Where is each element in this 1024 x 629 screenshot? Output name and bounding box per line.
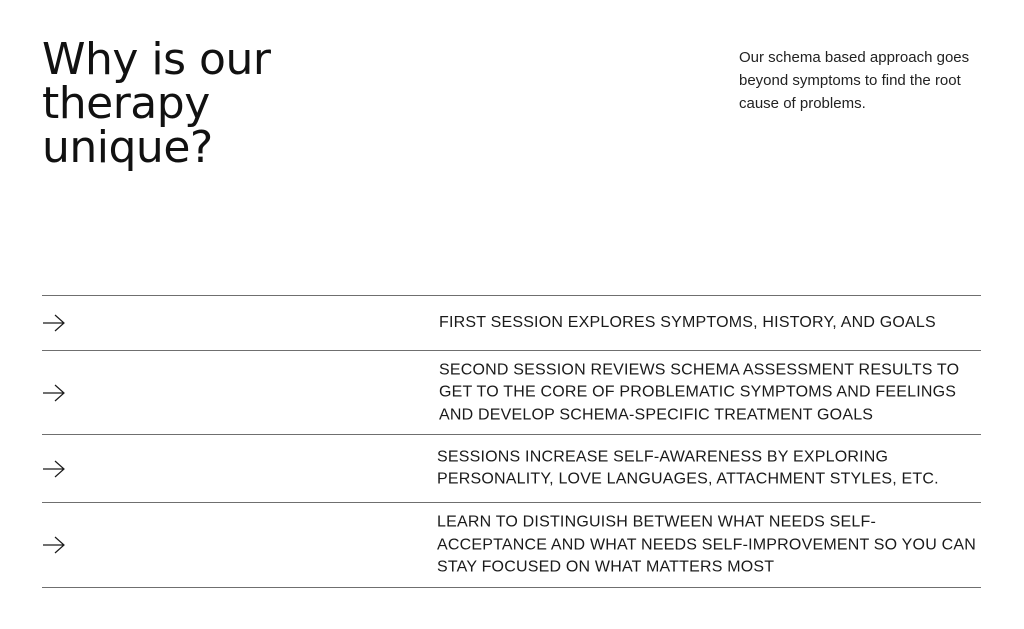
feature-text: SESSIONS INCREASE SELF-AWARENESS BY EXPLORING PERSONALITY, LOVE LANGUAGES, ATTACHMENT STYLES, ETC.: [437, 448, 939, 488]
feature-row: [42, 435, 981, 503]
feature-text: LEARN TO DISTINGUISH BETWEEN WHAT NEEDS SELF-ACCEPTANCE AND WHAT NEEDS SELF-IMPROVEMENT SO YOU CAN STAY FOCUSED ON WHAT MATTERS MOST: [437, 513, 976, 576]
arrow-right-icon: [42, 383, 66, 403]
arrow-right-icon: [42, 459, 66, 479]
feature-row: [42, 351, 981, 435]
feature-text: FIRST SESSION EXPLORES SYMPTOMS, HISTORY, AND GOALS: [439, 313, 936, 331]
feature-list: [42, 295, 981, 588]
feature-row: [42, 503, 981, 588]
feature-row: [42, 296, 981, 351]
arrow-right-icon: [42, 535, 66, 555]
intro-paragraph: Our schema based approach goes beyond symptoms to find the root cause of problems.: [739, 49, 970, 112]
feature-text: SECOND SESSION REVIEWS SCHEMA ASSESSMENT RESULTS TO GET TO THE CORE OF PROBLEMATIC SYMPTOMS AND FEELINGS AND DEVELOP SCHEMA-SPECIFIC TREATMENT GOALS: [439, 360, 960, 423]
arrow-right-icon: [42, 313, 66, 333]
section-heading: Why is our therapy unique?: [42, 34, 271, 173]
